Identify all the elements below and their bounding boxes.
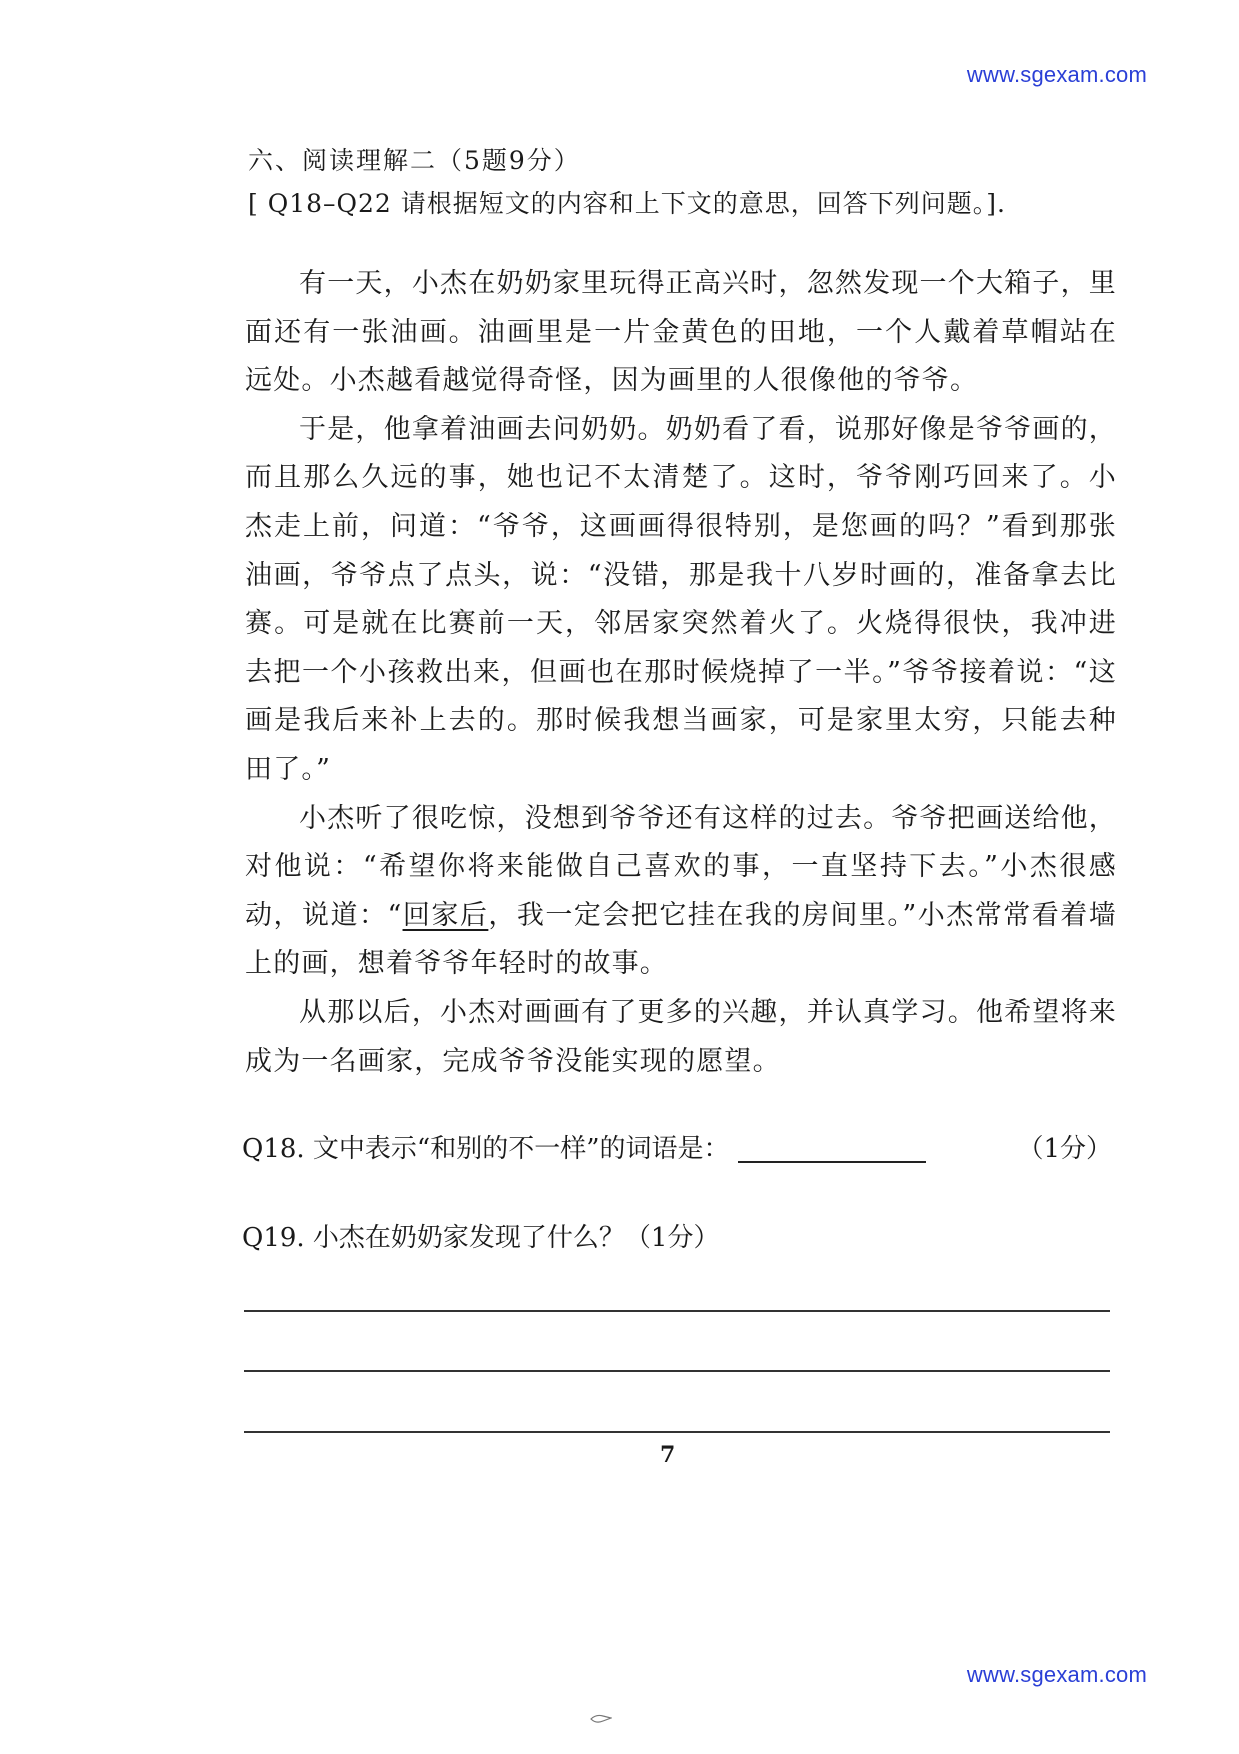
passage-paragraph-3-end: ，我一定会把它挂在我的房间里。”小杰常常看着墙上的画，想着爷爷年轻时的故事。 [245, 899, 1117, 980]
page-number: 7 [660, 1442, 676, 1468]
passage-paragraph-1: 有一天，小杰在奶奶家里玩得正高兴时，忽然发现一个大箱子，里面还有一张油画。油画里是一片金黄色的田地，一个人戴着草帽站在远处。小杰越看越觉得奇怪，因为画里的人很像他的爷爷。 [245, 268, 1117, 397]
answer-line[interactable] [244, 1370, 1110, 1372]
reading-passage [245, 260, 1117, 1086]
passage-paragraph-4: 从那以后，小杰对画画有了更多的兴趣，并认真学习。他希望将来成为一名画家，完成爷爷没能实现的愿望。 [245, 996, 1117, 1077]
question-18-marks: （1分） [1017, 1134, 1112, 1164]
question-18-text: Q18. 文中表示“和别的不一样”的词语是： [242, 1134, 730, 1164]
watermark-top: www.sgexam.com [966, 62, 1147, 87]
watermark-bottom: www.sgexam.com [966, 1662, 1147, 1687]
question-18 [242, 1132, 1112, 1166]
passage-paragraph-3 [245, 795, 1117, 989]
question-18-answer-blank[interactable] [738, 1137, 926, 1163]
answer-line[interactable] [244, 1310, 1110, 1312]
passage-paragraph-2: 于是，他拿着油画去问奶奶。奶奶看了看，说那好像是爷爷画的，而且那么久远的事，她也记不太清楚了。这时，爷爷刚巧回来了。小杰走上前，问道：“爷爷，这画画得很特别，是您画的吗？”看到那张油画，爷爷点了点头，说：“没错，那是我十八岁时画的，准备拿去比赛。可是就在比赛前一天，邻居家突然着火了。火烧得很快，我冲进去把一个小孩救出来，但画也在那时候烧掉了一半。”爷爷接着说：“这画是我后来补上去的。那时候我想当画家，可是家里太穷，只能去种田了。” [245, 413, 1117, 785]
question-19: Q19. 小杰在奶奶家发现了什么？（1分） [242, 1223, 720, 1253]
section-instruction: [ Q18–Q22 请根据短文的内容和上下文的意思，回答下列问题。]. [248, 189, 1006, 218]
section-title: 六、阅读理解二（5题9分） [248, 146, 581, 175]
passage-paragraph-3-start: 小杰听了很吃惊，没想到爷爷还有这样的过去。爷爷把画送给他，对他说：“希望你将来能做自己喜欢的事，一直坚持下去。”小杰很感动，说道：“ [245, 802, 1117, 931]
scan-speck-mark [590, 1713, 612, 1725]
underlined-phrase: 回家后 [402, 899, 489, 931]
answer-line[interactable] [244, 1431, 1110, 1433]
